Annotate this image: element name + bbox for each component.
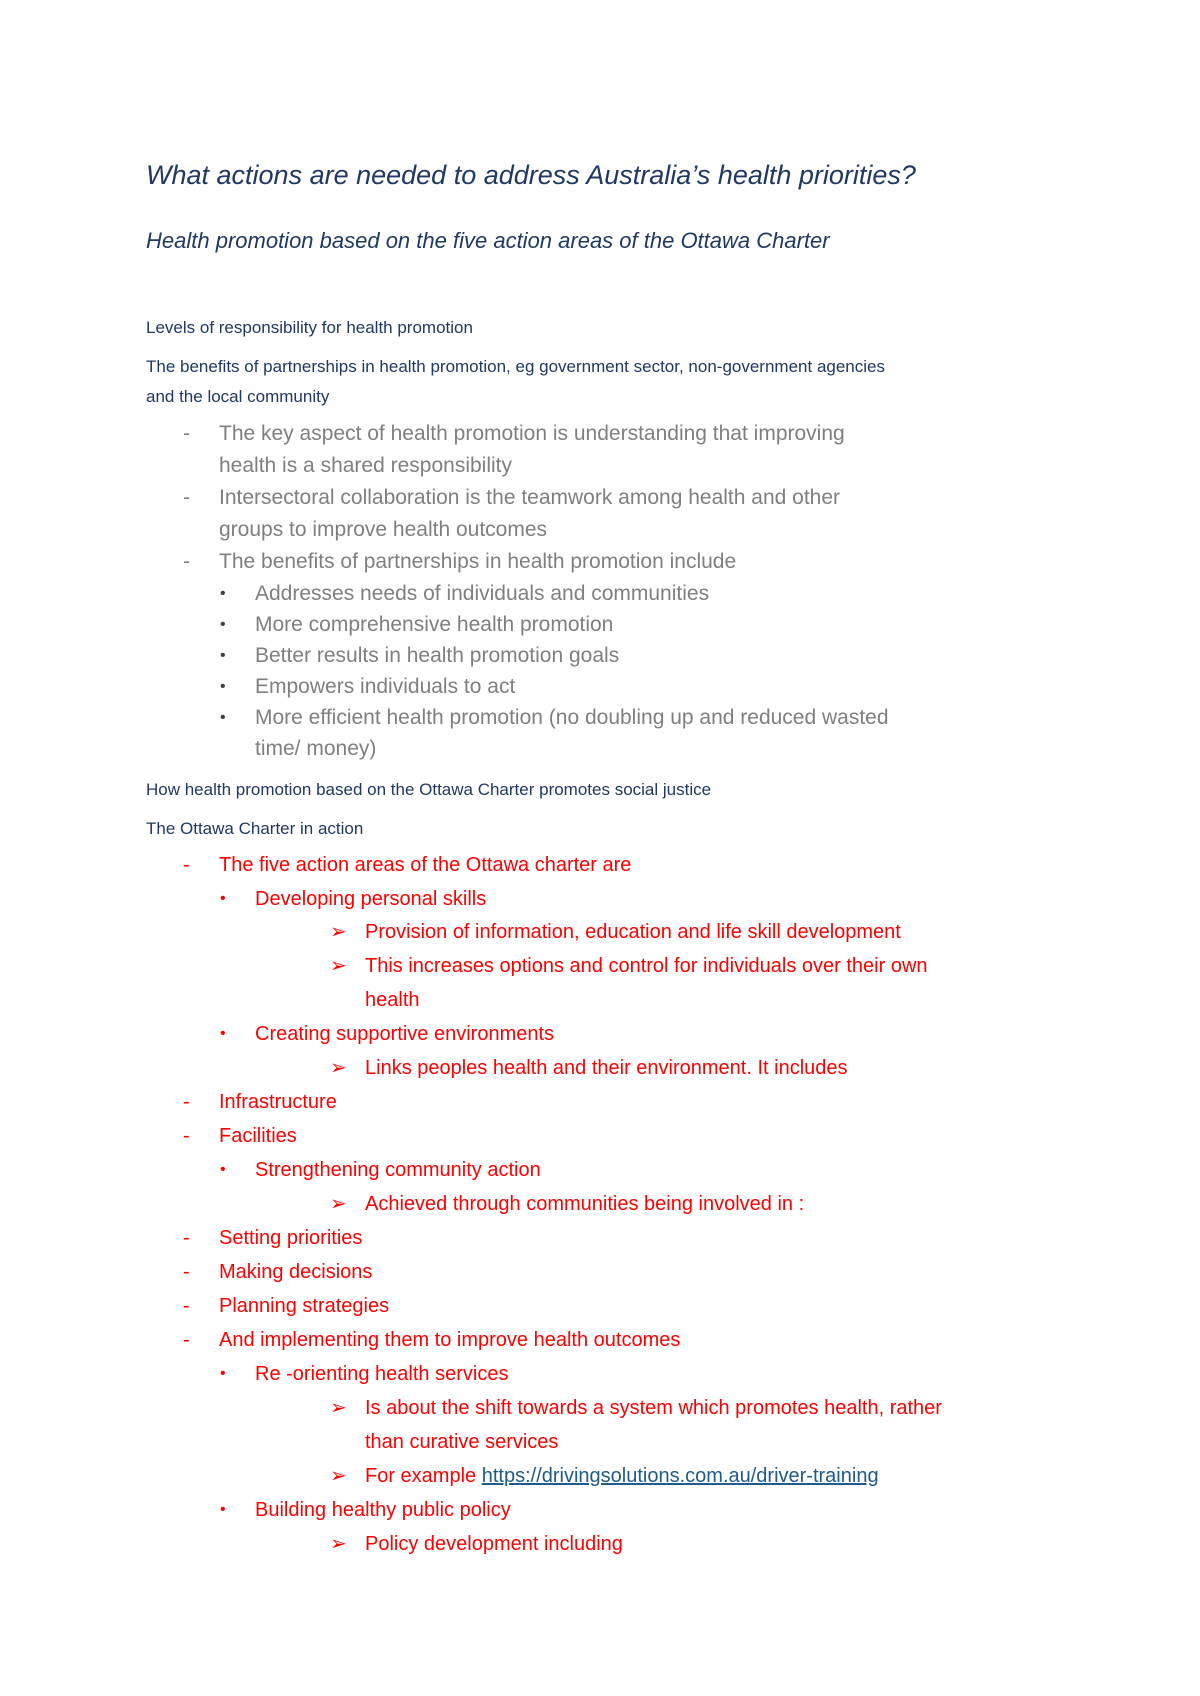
benefit-item: More comprehensive health promotion xyxy=(255,613,614,636)
list-item-continued: health is a shared responsibility xyxy=(219,454,512,477)
arrow-bullet-icon: ➢ xyxy=(330,921,347,943)
example-line xyxy=(365,1461,879,1491)
dash-marker: - xyxy=(183,854,190,876)
action-area-personal-skills: Developing personal skills xyxy=(255,888,487,910)
list-item: The key aspect of health promotion is understanding that improving xyxy=(219,422,845,445)
benefit-item-continued: time/ money) xyxy=(255,737,377,760)
arrow-bullet-icon: ➢ xyxy=(330,1533,347,1555)
bullet-marker: • xyxy=(220,1365,226,1382)
benefit-item: More efficient health promotion (no doubling up and reduced wasted xyxy=(255,706,889,729)
dash-marker: - xyxy=(183,1329,190,1351)
arrow-bullet-icon: ➢ xyxy=(330,1193,347,1215)
action-area-community-action: Strengthening community action xyxy=(255,1159,541,1181)
action-area-supportive-environments: Creating supportive environments xyxy=(255,1023,555,1045)
section-heading-levels: Levels of responsibility for health promotion xyxy=(146,318,473,337)
list-item: Setting priorities xyxy=(219,1227,363,1249)
detail-item: Links peoples health and their environment. It includes xyxy=(365,1057,848,1079)
action-area-reorienting-services: Re -orienting health services xyxy=(255,1363,509,1385)
list-item: Making decisions xyxy=(219,1261,373,1283)
document-subtitle: Health promotion based on the five action areas of the Ottawa Charter xyxy=(146,228,830,253)
dash-marker: - xyxy=(183,550,190,573)
section-heading-charter-in-action: The Ottawa Charter in action xyxy=(146,819,364,838)
detail-item: Is about the shift towards a system which promotes health, rather xyxy=(365,1397,942,1419)
section-heading-partnerships-line1: The benefits of partnerships in health promotion, eg government sector, non-government agencies xyxy=(146,357,885,376)
action-area-public-policy: Building healthy public policy xyxy=(255,1499,511,1521)
detail-item: Provision of information, education and life skill development xyxy=(365,921,901,943)
list-item: Intersectoral collaboration is the teamwork among health and other xyxy=(219,486,841,509)
bullet-marker: • xyxy=(220,1501,226,1518)
dash-marker: - xyxy=(183,422,190,445)
bullet-marker: • xyxy=(220,678,226,695)
benefit-item: Addresses needs of individuals and communities xyxy=(255,582,710,605)
arrow-bullet-icon: ➢ xyxy=(330,1465,347,1487)
benefit-item: Empowers individuals to act xyxy=(255,675,516,698)
list-item: And implementing them to improve health outcomes xyxy=(219,1329,681,1351)
arrow-bullet-icon: ➢ xyxy=(330,1397,347,1419)
detail-item-continued: health xyxy=(365,989,420,1011)
document-title: What actions are needed to address Australia’s health priorities? xyxy=(146,160,916,190)
dash-marker: - xyxy=(183,1125,190,1147)
section-heading-social-justice: How health promotion based on the Ottawa Charter promotes social justice xyxy=(146,780,712,799)
bullet-marker: • xyxy=(220,890,226,907)
list-item: The benefits of partnerships in health promotion include xyxy=(219,550,737,573)
dash-marker: - xyxy=(183,486,190,509)
detail-item: Achieved through communities being involved in : xyxy=(365,1193,805,1215)
detail-item: This increases options and control for individuals over their own xyxy=(365,955,928,977)
bullet-marker: • xyxy=(220,709,226,726)
action-areas-intro: The five action areas of the Ottawa charter are xyxy=(219,854,632,876)
driver-training-link[interactable]: https://drivingsolutions.com.au/driver-training xyxy=(481,1465,879,1487)
bullet-marker: • xyxy=(220,1025,226,1042)
list-item: Planning strategies xyxy=(219,1295,390,1317)
benefit-item: Better results in health promotion goals xyxy=(255,644,620,667)
arrow-bullet-icon: ➢ xyxy=(330,1057,347,1079)
arrow-bullet-icon: ➢ xyxy=(330,955,347,977)
section-heading-partnerships-line2: and the local community xyxy=(146,387,330,406)
list-item: Infrastructure xyxy=(219,1091,337,1113)
bullet-marker: • xyxy=(220,616,226,633)
example-label: For example xyxy=(365,1465,482,1487)
list-item-continued: groups to improve health outcomes xyxy=(219,518,548,541)
dash-marker: - xyxy=(183,1295,190,1317)
list-item: Facilities xyxy=(219,1125,297,1147)
dash-marker: - xyxy=(183,1091,190,1113)
detail-item: Policy development including xyxy=(365,1533,623,1555)
dash-marker: - xyxy=(183,1261,190,1283)
bullet-marker: • xyxy=(220,585,226,602)
bullet-marker: • xyxy=(220,647,226,664)
dash-marker: - xyxy=(183,1227,190,1249)
detail-item-continued: than curative services xyxy=(365,1431,559,1453)
bullet-marker: • xyxy=(220,1161,226,1178)
